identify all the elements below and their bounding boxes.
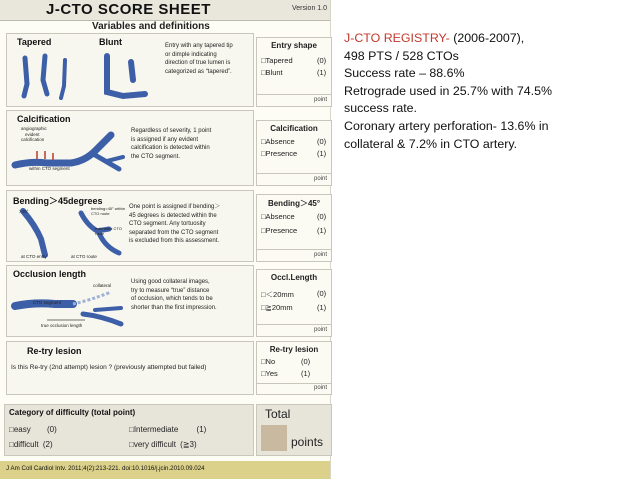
occl-annotation-2: CTO segment: [33, 300, 61, 305]
bend-annotation-4: at CTO entry: [21, 254, 47, 259]
occlusion-box: [256, 269, 332, 337]
calcification-title: Calcification: [270, 124, 318, 133]
registry-line: Retrograde used in 25.7% with 74.5%: [344, 83, 553, 98]
occl-more20-option[interactable]: □≧20mm (1): [261, 303, 327, 312]
entry-shape-point-field[interactable]: point: [313, 97, 327, 103]
blunt-option[interactable]: □Blunt (1): [261, 68, 327, 77]
bend-annotation-2: bending>45° within CTO route: [91, 206, 125, 216]
bend-annotation-1: >45°: [19, 209, 29, 214]
category-title: Category of difficulty (total point): [9, 408, 136, 417]
retry-box: [256, 341, 332, 395]
retry-title: Re-try lesion: [269, 345, 319, 354]
calcification-description: Regardless of severity, 1 point is assigned if any evident calcification is detected within the CTO segment.: [131, 128, 212, 160]
calc-annotation-3: calcification: [21, 137, 45, 142]
occlusion-description: Using good collateral images, try to measure “true” distance of occlusion, which tends to be shorter than the first impression.: [131, 279, 217, 311]
calcification-row: [6, 110, 254, 186]
calc-annotation-4: within CTO segment: [29, 166, 70, 171]
occlusion-point-field[interactable]: point: [313, 327, 327, 333]
sheet-title: J-CTO SCORE SHEET: [46, 1, 211, 18]
registry-line: success rate.: [344, 101, 417, 116]
bend-presence-option[interactable]: □Presence (1): [261, 226, 327, 235]
citation-bar: [0, 461, 330, 479]
total-points-label: points: [291, 435, 324, 449]
entry-shape-description: Entry with any tapered tip or dimple indicating direction of true lumen is categorized as “tapered”.: [165, 43, 233, 75]
version-label: Version 1.0: [292, 5, 328, 12]
bending-description: One point is assigned if bending＞ 45 degrees is detected within the CTO segment. Any tortuosity separated from the CTO segment is excluded from this assessment.: [129, 204, 221, 244]
calc-presence-option[interactable]: □Presence (1): [261, 149, 327, 158]
total-box: [256, 404, 332, 456]
registry-heading: J-CTO REGISTRY-: [344, 31, 450, 45]
variables-heading: Variables and definitions: [92, 21, 210, 32]
bending-label: Bending＞45degrees: [13, 196, 103, 206]
entry-shape-box: [256, 37, 332, 107]
registry-line: 498 PTS / 528 CTOs: [344, 48, 459, 63]
occlusion-title: Occl.Length: [270, 273, 318, 282]
entry-shape-illustration: [13, 50, 163, 104]
entry-shape-row: [6, 33, 254, 107]
category-very-difficult[interactable]: □very difficult (≧3): [129, 440, 197, 449]
blunt-label: Blunt: [99, 37, 122, 47]
registry-line: Coronary artery perforation- 13.6% in: [344, 118, 549, 133]
calcification-label: Calcification: [17, 114, 71, 124]
bending-row: [6, 190, 254, 262]
bending-box: [256, 194, 332, 262]
retry-question: Is this Re-try (2nd attempt) lesion ? (previously attempted but failed): [11, 364, 207, 371]
category-difficult[interactable]: □difficult (2): [9, 440, 53, 449]
retry-label: Re-try lesion: [27, 346, 82, 356]
occl-less20-option[interactable]: □＜20mm (0): [261, 289, 327, 299]
calc-annotation-2: evident: [25, 132, 40, 137]
bending-title: Bending＞45°: [267, 199, 321, 208]
calcification-box: [256, 120, 332, 186]
registry-heading-line: [344, 30, 634, 48]
difficulty-category: [4, 404, 254, 456]
calcification-point-field[interactable]: point: [313, 176, 327, 182]
total-label: Total: [265, 407, 291, 421]
category-intermediate[interactable]: □Intermediate (1): [129, 425, 207, 434]
retry-no-option[interactable]: □No (0): [261, 357, 311, 366]
bend-absence-option[interactable]: □Absence (0): [261, 212, 327, 221]
calc-absence-option[interactable]: □Absence (0): [261, 137, 327, 146]
category-easy[interactable]: □easy (0): [9, 425, 57, 434]
registry-line: Success rate – 88.6%: [344, 66, 465, 81]
calc-annotation-1: angiographic: [21, 126, 47, 131]
registry-years: (2006-2007),: [449, 31, 525, 45]
citation-text: J Am Coll Cardiol Intv. 2011;4(2):213-221. doi:10.1016/j.jcin.2010.09.024: [6, 465, 205, 472]
occl-annotation-3: true occlusion length: [41, 323, 83, 328]
occlusion-length-row: [6, 265, 254, 337]
occlusion-length-label: Occlusion length: [13, 269, 87, 279]
tapered-option[interactable]: □Tapered (0): [261, 56, 327, 65]
retry-point-field[interactable]: point: [313, 385, 327, 391]
tapered-label: Tapered: [17, 37, 52, 47]
bend-annotation-5: at CTO route: [71, 254, 97, 259]
retry-row: [6, 341, 254, 395]
total-points-field[interactable]: [261, 425, 287, 451]
occl-annotation-1: collateral: [93, 283, 112, 288]
retry-yes-option[interactable]: □Yes (1): [261, 369, 311, 378]
entry-shape-title: Entry shape: [271, 41, 317, 50]
bend-annotation-3: estimated CTO route: [95, 226, 122, 236]
sheet-title-bar: [0, 0, 330, 21]
registry-line: collateral & 7.2% in CTO artery.: [344, 136, 518, 151]
bending-point-field[interactable]: point: [313, 252, 327, 258]
registry-summary: [344, 30, 634, 153]
